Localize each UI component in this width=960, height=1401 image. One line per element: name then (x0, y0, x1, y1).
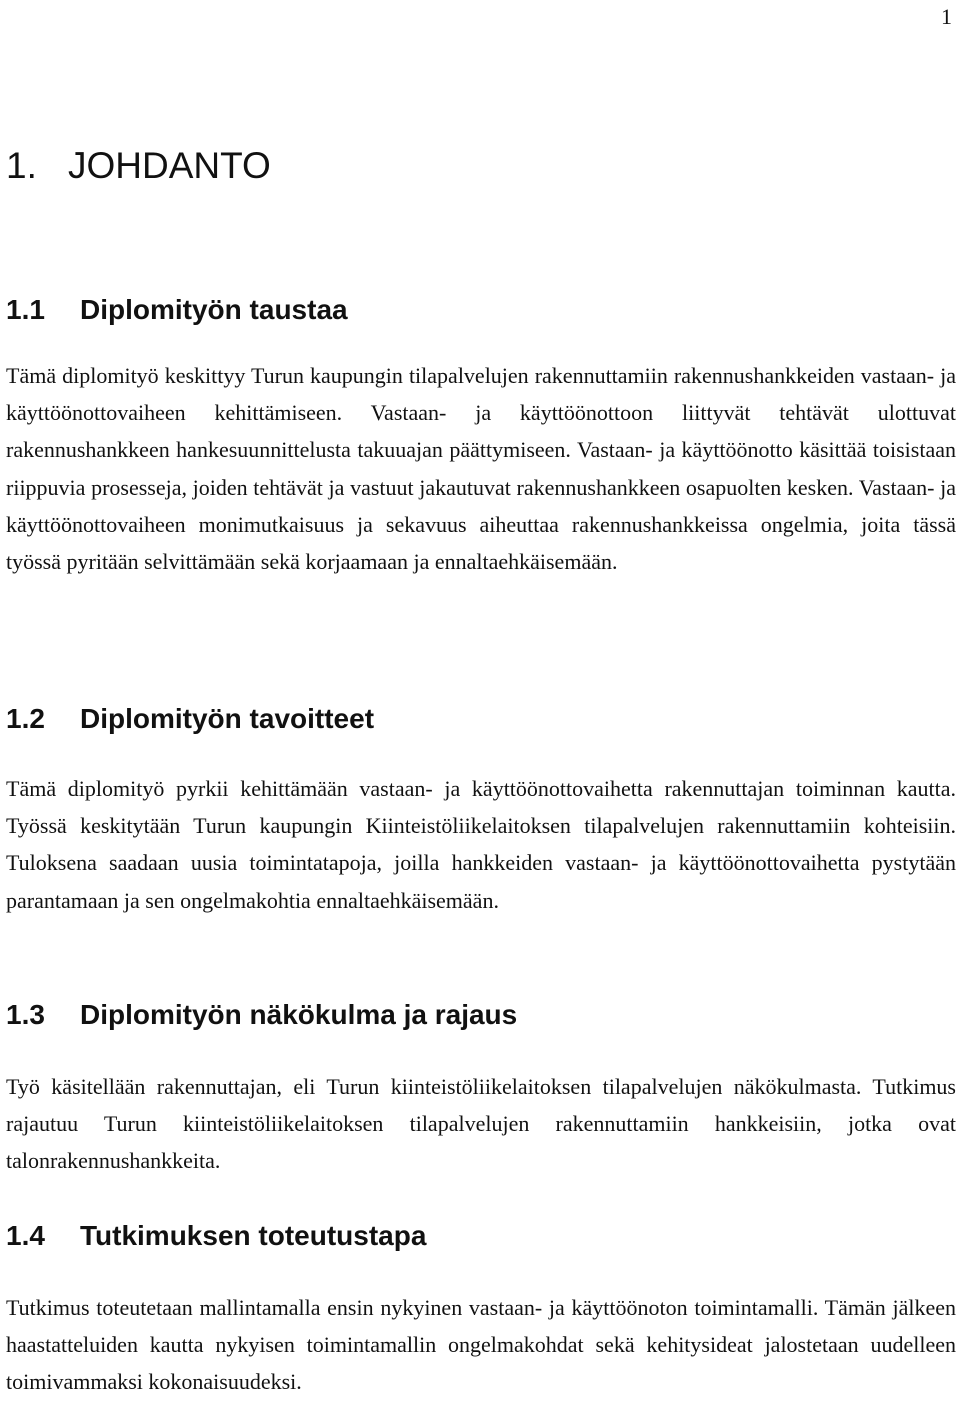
section-paragraph: Tämä diplomityö keskittyy Turun kaupungin tilapalvelujen rakennuttamiin rakennushankkeiden vastaan- ja käyttöönottovaiheen kehittämiseen. Vastaan- ja käyttöönottoon liittyvät tehtävät ulottuvat rakennushankkeen hankesuunnittelusta takuuajan päättymiseen. Vastaan- ja käyttöönotto käsittää toisistaan riippuvia prosesseja, joiden tehtävät ja vastuut jakautuvat rakennushankkeen osapuolten kesken. Vastaan- ja käyttöönottovaiheen monimutkaisuus ja sekavuus aiheuttaa rakennushankkeissa ongelmia, joita tässä työssä pyritään selvittämään sekä korjaamaan ja ennaltaehkäisemään. (6, 363, 956, 575)
section-1-3 (6, 998, 956, 1180)
section-number: 1.2 (6, 703, 45, 734)
section-title: Diplomityön näkökulma ja rajaus (80, 999, 518, 1030)
chapter-number: 1. (6, 145, 37, 186)
section-number: 1.3 (6, 999, 45, 1030)
section-heading (6, 998, 956, 1032)
section-heading (6, 293, 956, 327)
section-heading (6, 702, 956, 736)
section-number: 1.1 (6, 294, 45, 325)
section-paragraph: Työ käsitellään rakennuttajan, eli Turun kiinteistöliikelaitoksen tilapalvelujen näkökulmasta. Tutkimus rajautuu Turun kiinteistöliikelaitoksen tilapalvelujen rakennuttamiin hankkeisiin, jotka ovat talonrakennushankkeita. (6, 1074, 956, 1174)
page-number: 1 (941, 4, 952, 29)
section-paragraph: Tämä diplomityö pyrkii kehittämään vastaan- ja käyttöönottovaihetta rakennuttajan toiminnan kautta. Työssä keskitytään Turun kaupungin Kiinteistöliikelaitoksen tilapalvelujen rakennuttamiin kohteisiin. Tuloksena saadaan uusia toimintatapoja, joilla hankkeiden vastaan- ja käyttöönottovaihetta pystytään parantamaan ja sen ongelmakohtia ennaltaehkäisemään. (6, 776, 956, 913)
section-title: Diplomityön taustaa (80, 294, 348, 325)
chapter-title (6, 144, 271, 188)
section-1-4 (6, 1219, 956, 1401)
section-1-2 (6, 702, 956, 919)
section-paragraph: Tutkimus toteutetaan mallintamalla ensin nykyinen vastaan- ja käyttöönoton toimintamalli. Tämän jälkeen haastatteluiden kautta nykyisen toimintamallin ongelmakohdat sekä kehitysideat jalostetaan uudelleen toimivammaksi kokonaisuudeksi. (6, 1295, 956, 1395)
section-number: 1.4 (6, 1220, 45, 1251)
section-title: Tutkimuksen toteutustapa (80, 1220, 427, 1251)
section-title: Diplomityön tavoitteet (80, 703, 375, 734)
section-1-1 (6, 293, 956, 580)
chapter-title-text: JOHDANTO (68, 145, 271, 186)
section-heading (6, 1219, 956, 1253)
